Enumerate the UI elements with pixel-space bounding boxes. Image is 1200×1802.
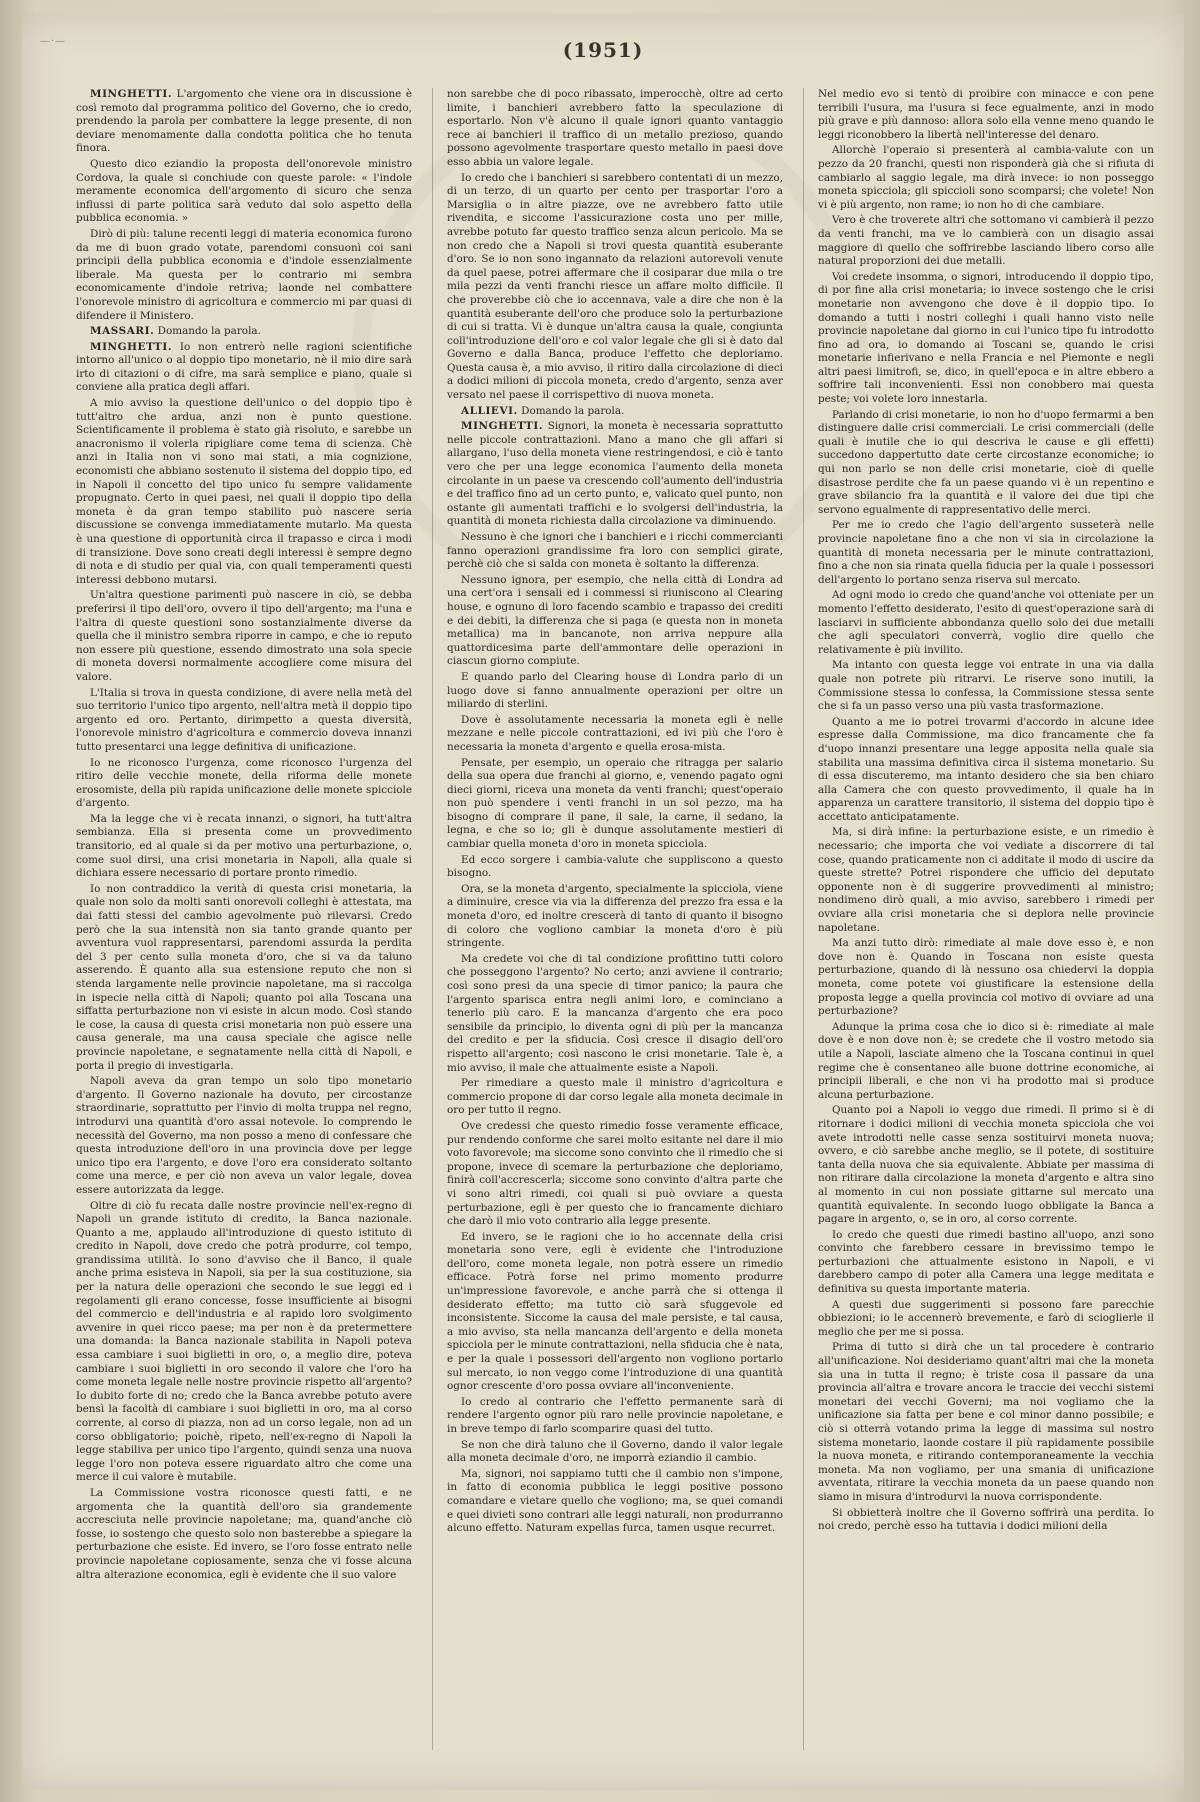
paragraph-text: Napoli aveva da gran tempo un solo tipo monetario d'argento. Il Governo nazionale ha dovuto, per circostanze straordinarie, soprattutto per l'invio di molta truppa nel regno, introdurvi una quantità d'oro assai notevole. Io comprendo le necessità del Governo, ma non posso a meno di confessare che questa introduzione dell'oro in una provincia dove per legge unico tipo era l'argento, e dove l'oro era considerato soltanto come una merce, e per ciò non aveva un valor legale, dovea essere autorizzata da legge. — [76, 1075, 412, 1196]
paragraph-text: Nessuno ignora, per esempio, che nella città di Londra ad una cert'ora i sensali ed i commessi si riuniscono al Clearing house, e ognuno di loro facendo scambio e trapasso dei crediti e dei debiti, la differenza che si paga (e questa non in moneta metallica) ma in bancanote, non arriva neppure alla quattordicesima parte dell'ammontare delle operazioni in ciascun giorno compiute. — [447, 573, 783, 668]
paragraph — [447, 953, 783, 1075]
paragraph — [76, 1200, 412, 1485]
paragraph — [447, 531, 783, 572]
paragraph-text: Signori, la moneta è necessaria soprattutto nelle piccole contrattazioni. Mano a mano che gli affari si allargano, l'uso della moneta viene restringendosi, e ciò è tanto vero che per una legge economica l'aumento della moneta circolante in un paese va crescendo coll'aumento dell'industria e del traffico fino ad un certo punto, e, valicato quel punto, non ostante gli aumentati traffichi e lo svolgersi dell'industria, la quantità di moneta richiesta dalla circolazione va diminuendo. — [447, 420, 783, 528]
paragraph-text: Ed ecco sorgere i cambia-valute che suppliscono a questo bisogno. — [447, 853, 783, 880]
paragraph — [818, 1341, 1154, 1504]
paragraph-text: E quando parlo del Clearing house di Londra parlo di un luogo dove si fanno annualmente operazioni per oltre un miliardo di sterlini. — [447, 670, 783, 711]
paragraph — [76, 813, 412, 881]
paragraph-text: Pensate, per esempio, un operaio che ritragga per salario della sua opera due franchi al giorno, e, venendo pagato ogni dieci giorni, riceva una moneta da venti franchi; quest'operaio non può spendere i venti franchi in un sol pezzo, ma ha bisogno di comprare il pane, il sale, la carne, il sedano, la legna, e che so io; gli è dunque assolutamente mestieri di cambiar quella moneta d'oro in moneta spicciola. — [447, 756, 783, 851]
paragraph-text: Ed invero, se le ragioni che io ho accennate della crisi monetaria sono vere, egli è evidente che l'introduzione dell'oro, come moneta legale, non potrà essere un rimedio efficace. Potrà forse nel primo momento produrre un'impressione favorevole, e anche parrà che si ottenga il desiderato effetto; ma tutto ciò sarà sfuggevole ed inconsistente. Siccome la causa del male persiste, e tal causa, a mio avviso, sta nella mancanza dell'argento e della moneta spicciola per le minute contrattazioni, nella sfiducia che è nata, e per la quale i possessori dell'argento non vogliono portarlo sul mercato, io non veggo come l'introduzione di una quantità ognor crescente d'oro possa ovviare all'inconveniente. — [447, 1230, 783, 1393]
paragraph-text: Vero è che troverete altri che sottomano vi cambierà il pezzo da venti franchi, ma ve lo cambierà con un disagio assai maggiore di quello che soffrirebbe lasciando libero corso alle natural proporzioni dei due metalli. — [818, 214, 1154, 268]
paragraph-text: Questo dico eziandio la proposta dell'onorevole ministro Cordova, la quale si conchiude con queste parole: « l'indole meramente economica dell'argomento di sicuro che senza influssi di parte politica sarà veduto dal solo aspetto della pubblica economia. » — [76, 157, 412, 225]
paragraph — [447, 1439, 783, 1466]
paragraph — [76, 228, 412, 323]
paragraph — [818, 589, 1154, 657]
paragraph — [447, 405, 783, 419]
paragraph — [447, 1120, 783, 1229]
column-1 — [76, 88, 412, 1750]
paragraph-text: Parlando di crisi monetarie, io non ho d'uopo fermarmi a ben distinguere dalle crisi commerciali. Le crisi commerciali (delle quali è inutile che io qui descriva le cause e gli effetti) succedono dappertutto date certe circostanze economiche; io qui non parlo se non delle crisi monetarie, cioè di quelle disastrose perdite che fa un paese quando vi è un repentino e grave sbilancio fra la quantità e il valore dei due tipi che servono egualmente di rappresentativo delle merci. — [818, 408, 1154, 516]
paragraph-text: Per me io credo che l'agio dell'argento susseterà nelle provincie napoletane fino a che non vi sia in circolazione la quantità di moneta necessaria per le minute contrattazioni, fino a che non sia rinata quella fiducia per la quale i possessori dell'argento lo portano senza riserva sul mercato. — [818, 519, 1154, 586]
paragraph-text: Ora, se la moneta d'argento, specialmente la spicciola, viene a diminuire, cresce via via la differenza del prezzo fra essa e la moneta d'oro, ed inoltre crescerà di tanto di quanto il bisogno di coloro che vogliono cambiar la moneta d'oro è più stringente. — [447, 882, 783, 950]
paragraph-text: Ma intanto con questa legge voi entrate in una via dalla quale non potrete più ritrarvi. Le riserve sono inutili, la Commissione stessa lo confessa, la Commissione stessa sente che si fa un passo verso una più vasta trasformazione. — [818, 659, 1154, 713]
paragraph-text: Io non entrerò nelle ragioni scientifiche intorno all'unico o al doppio tipo monetario, nè il mio dire sarà irto di citazioni o di cifre, ma sarà semplice e piano, quale si conviene alla pratica degli affari. — [76, 340, 412, 394]
paragraph-text: La Commissione vostra riconosce questi fatti, e ne argomenta che la quantità dell'oro sia grandemente accresciuta nelle provincie napoletane; ma, quand'anche ciò fosse, io sostengo che questo solo non basterebbe a spiegare la perturbazione che esiste. Ed invero, se l'oro fosse entrato nelle provincie napoletane copiosamente, senza che vi fosse alcuna altra alterazione economica, egli è evidente che il suo valore — [76, 1486, 412, 1581]
column-3 — [803, 88, 1154, 1750]
paragraph — [447, 172, 783, 403]
paragraph-text: Si obbietterà inoltre che il Governo soffrirà una perdita. Io noi credo, perchè esso ha tuttavia i dodici milioni della — [818, 1506, 1154, 1533]
speaker-name: MINGHETTI. — [90, 88, 173, 100]
paragraph — [818, 519, 1154, 587]
paragraph-text: Ove credessi che questo rimedio fosse veramente efficace, pur rendendo conforme che sarei molto esitante nel dare il mio voto favorevole; ma siccome sono convinto che il rimedio che si propone, invece di scemare la perturbazione che deploriamo, finirà coll'accrescerla; siccome sono convinto d'altra parte che vi sono altri rimedi, coi quali si può ovviare a questa perturbazione, egli è per questo che io francamente dichiaro che darò il mio voto contrario alla legge presente. — [447, 1119, 783, 1228]
paragraph — [818, 1021, 1154, 1103]
paragraph — [818, 659, 1154, 713]
speaker-name: ALLIEVI. — [461, 404, 518, 417]
newspaper-page — [22, 14, 1184, 1790]
paragraph-text: Domando la parola. — [521, 404, 625, 417]
paragraph-text: L'Italia si trova in questa condizione, di avere nella metà del suo territorio l'unico tipo argento, nell'altra metà il doppio tipo argento ed oro. Pertanto, dirimpetto a questa diversità, l'onorevole ministro d'agricoltura e commercio doveva innanzi tutto presentarci una legge definitiva di unificazione. — [76, 686, 412, 753]
paragraph — [818, 826, 1154, 935]
paragraph-text: Quanto poi a Napoli io veggo due rimedi. Il primo si è di ritornare i dodici milioni di vecchia moneta spicciola che voi avete introdotti nelle casse senza sostituirvi moneta nuova; ovvero, e ciò sarebbe anche meglio, se il potete, di sostituire tanta della nuova che sia equivalente. Abbiate per massima di non ritirare dalla circolazione la moneta d'argento e altra sino al momento in cui non possiate gittarne sul mercato una quantità equivalente. In secondo luogo obbligate la Banca a pagare in argento, o, se in oro, al corso corrente. — [818, 1104, 1154, 1226]
paragraph — [447, 854, 783, 881]
paragraph-text: Nessuno è che ignori che i banchieri e i ricchi commercianti fanno operazioni grandissime fra loro con semplici girate, perchè ciò che si salda con moneta è soltanto la differenza. — [447, 531, 783, 571]
paragraph — [76, 1487, 412, 1582]
page-number: (1951) — [562, 38, 644, 62]
paragraph-text: Ma credete voi che di tal condizione profittino tutti coloro che posseggono l'argento? No certo; anzi avviene il contrario; così sono presi da una specie di timor panico; la paura che l'argento sparisca entra negli animi loro, e cominciano a tenerlo più caro. E la mancanza d'argento che era poco sensibile da principio, lo diventa ogni di più per la mancanza del credito e per la sfiducia. Così cresce il disagio dell'oro rispetto all'argento; così nascono le crisi monetarie. Tale è, a mio avviso, il male che attualmente esiste a Napoli. — [447, 952, 783, 1074]
paragraph-text: Ma la legge che vi è recata innanzi, o signori, ha tutt'altra sembianza. Ella si presenta come un provvedimento transitorio, ed al quale si da per motivo una perturbazione, o, come suol dirsi, una crisi monetaria in Napoli, alla quale si dichiara essere necessario di portare pronto rimedio. — [76, 812, 412, 880]
paragraph — [76, 589, 412, 684]
paragraph-text: Io credo che i banchieri si sarebbero contentati di un mezzo, di un terzo, di un quarto per cento per trasportar l'oro a Marsiglia o in altre piazze, ove ne avrebbero fatto utile rivendita, e siccome l'assicurazione costa uno per mille, avrebbe potuto far questo traffico senza alcun pericolo. Ma se non credo che a Napoli si trovi questa quantità esuberante d'oro. Se io non sono ingannato da relazioni autorevoli venute da quel paese, potrei affermare che il cosiparar due mila o tre mila pezzi da venti franchi riesce un affare molto difficile. Il che proverebbe ciò che io accennava, vale a dire che non è la quantità esuberante dell'oro che produce solo la perturbazione di cui si tratta. Vi è dunque un'altra causa la quale, congiunta coll'introduzione dell'oro e col valor legale che gli si è dato dal Governo e dalla Banca, produce l'effetto che deploriamo. Questa causa è, a mio avviso, il ritiro dalla circolazione di dieci a dodici milioni di piccola moneta, credo d'argento, senza aver versato nel paese il corrispettivo di nuova moneta. — [447, 171, 783, 402]
paragraph — [447, 1231, 783, 1394]
paragraph — [447, 420, 783, 529]
paragraph — [447, 714, 783, 755]
paragraph-text: L'argomento che viene ora in discussione è così remoto dal programma politico del Governo, che io credo, prendendo la parola per combattere la legge presente, di non deviare menomamente dalla condotta politica che ho tenuta finora. — [76, 88, 412, 155]
paragraph-text: A questi due suggerimenti si possono fare parecchie obbiezioni; io le accennerò brevemente, e farò di scioglierle il meglio che per me si possa. — [818, 1298, 1154, 1338]
paragraph-text: Io credo che questi due rimedi bastino all'uopo, anzi sono convinto che farebbero cessare in brevissimo tempo le perturbazioni che attualmente esistono in Napoli, e vi darebbero campo di poter alla Camera una legge meditata e definitiva su questa importante materia. — [818, 1228, 1154, 1296]
paragraph — [76, 757, 412, 811]
paragraph-text: Adunque la prima cosa che io dico si è: rimediate al male dove è e non dove non è; se credete che il vostro metodo sia utile a Napoli, lasciate almeno che la Toscana continui in quel regime che è consentaneo alle buone dottrine economiche, ai principii liberali, e che non vi ha prodotto mai si produce alcuna perturbazione. — [818, 1020, 1154, 1101]
paragraph-text: Domando la parola. — [157, 325, 261, 338]
paragraph — [818, 88, 1154, 142]
paragraph-text: Se non che dirà taluno che il Governo, dando il valor legale alla moneta decimale d'oro, ne imporrà eziandio il cambio. — [447, 1438, 783, 1465]
paragraph-text: Ma, si dirà infine: la perturbazione esiste, e un rimedio è necessario; che importa che voi vediate a discorrere di tal cose, quando praticamente non ci additate il modo di uscire da queste strette? Potrei rispondere che ufficio del deputato opponente non è di suggerire provvedimenti al ministro; nondimeno dirò quali, a mio avviso, sarebbero i rimedi per ovviare alla crisi monetaria che si deplora nelle provincie napoletane. — [818, 826, 1154, 934]
paragraph — [818, 716, 1154, 825]
paragraph — [818, 144, 1154, 212]
paragraph — [818, 214, 1154, 268]
paragraph-text: Oltre di ciò fu recata dalle nostre provincie nell'ex-regno di Napoli un grande istituto di credito, la Banca nazionale. Quanto a me, applaudo all'introduzione di questo istituto di credito in Napoli, dove credo che potrà produrre, col tempo, grandissima utilità. Io sono d'avviso che il Banco, il quale anche prima esisteva in Napoli, sia per la sua costituzione, sia per la natura delle operazioni che secondo le sue leggi ed i regolamenti gli erano concesse, fosse insufficiente ai bisogni del commercio e dell'industria e al rapido loro svolgimento avvenire in quei ricco paese; ma per non è da pretermettere una domanda: la Banca nazionale stabilita in Napoli poteva essa cambiare i suoi biglietti in oro, o, a meglio dire, poteva cambiare i suoi biglietti in oro secondo il valore che l'oro ha come moneta legale nelle nostre provincie rispetto all'argento? Io dubito forte di no; credo che la Banca avrebbe potuto avere bensì la facoltà di cambiare i suoi biglietti in oro, ma al corso corrente, al corso di piazza, non ad un corso legale, non ad un corso obbligatorio; poichè, ripeto, nell'ex-regno di Napoli la legge stabiliva per unico tipo l'argento, quindi senza una nuova legge l'oro non poteva essere riguardato altro che come una merce il cui valore è mutabile. — [76, 1199, 412, 1484]
paragraph — [818, 1104, 1154, 1226]
paragraph — [818, 937, 1154, 1019]
speaker-name: MINGHETTI. — [461, 420, 544, 433]
paragraph — [76, 88, 412, 156]
paragraph-text: Un'altra questione parimenti può nascere in ciò, se debba preferirsi il tipo dell'oro, ovvero il tipo dell'argento; ma l'una e l'altra di queste questioni sono sostanzialmente diverse da quella che il ministro sembra riporre in campo, e che io reputo non essere più questione, essendo dimostrato una sola specie di moneta doversi normalmente accogliere come misura del valore. — [76, 589, 412, 683]
paragraph — [818, 1299, 1154, 1340]
paragraph — [76, 687, 412, 755]
paragraph-text: Io non contraddico la verità di questa crisi monetaria, la quale non solo da molti santi onorevoli colleghi è attestata, ma dai fatti stessi del cambio agevolmente può rilevarsi. Credo però che la sua intensità non sia tanto grande quanto per avventura vuol rappresentarsi, parendomi assurda la perdita del 3 per cento sulla moneta d'oro, che si va da taluno asserendo. È quanto alla sua estensione reputo che non si stenda largamente nelle provincie napoletane, ma si raccolga in ispecie nella città di Napoli; quanto poi alla Toscana una siffatta perturbazione non vi esiste in alcun modo. Così stando le cose, la causa di questa crisi monetaria non può essere una causa generale, ma una causa speciale che agisce nelle provincie napoletane, e segnatamente nella città di Napoli, e porta il pregio di investigarla. — [76, 882, 412, 1072]
speaker-name: MINGHETTI. — [90, 340, 173, 353]
paragraph — [76, 325, 412, 339]
paragraph-text: non sarebbe che di poco ribassato, imperocchè, oltre ad certo limite, i banchieri avrebbero fatto la speculazione di esportarlo. Non v'è alcuno il quale ignori quanto vantaggio rece ai banchieri il traffico di un metallo prezioso, quando possono agevolmente trasportare questo metallo in paesi dove esso abbia un valore legale. — [447, 88, 783, 168]
paragraph-text: Io credo al contrario che l'effetto permanente sarà di rendere l'argento ognor più raro nelle provincie napoletane, e in breve tempo di farlo scomparire quasi del tutto. — [447, 1395, 783, 1435]
edge-mark: —·— — [40, 36, 67, 47]
paragraph — [447, 88, 783, 170]
paragraph — [818, 1229, 1154, 1297]
speaker-name: MASSARI. — [90, 325, 155, 338]
paragraph — [447, 1396, 783, 1437]
paragraph-text: Per rimediare a questo male il ministro d'agricoltura e commercio propone di dar corso legale alla moneta decimale in oro per tutto il regno. — [447, 1077, 783, 1117]
paragraph-text: Quanto a me io potrei trovarmi d'accordo in alcune idee espresse dalla Commissione, ma dico francamente che fa d'uopo innanzi presentare una legge apposita nella quale sia stabilita una massima definitiva circa il sistema monetario. Su di essa discuteremo, ma intanto desidero che sia ben chiaro alla Camera che con questo provvedimento, il quale ha in apparenza un carattere transitorio, il sistema del doppio tipo è accettato anticipatamente. — [818, 715, 1154, 823]
paragraph-text: Nel medio evo si tentò di proibire con minacce e con pene terribili l'usura, ma l'usura si fece egualmente, anzi in modo più grave e più dannoso: allora solo ella venne meno quando le leggi riconobbero la libertà nell'interesse del denaro. — [818, 88, 1154, 141]
paragraph-text: A mio avviso la questione dell'unico o del doppio tipo è tutt'altro che ardua, anzi non è punto questione. Scientificamente il problema è stato già risoluto, e sarebbe un anacronismo il volerla ripigliare come tema di scienza. Chè anzi in Italia non vi sono mai stati, a mia cognizione, economisti che abbiano sostenuto il sistema del doppio tipo, ed in Napoli il concetto del tipo unico fu sempre validamente propugnato. Certo in quei paesi, nei quali il doppio tipo della moneta è da gran tempo stabilito può nascere seria discussione se convenga immediatamente mutarlo. Ma questa è una questione di opportunità circa il trapasso e circa i modi di transizione. Dove sono creati degli interessi è sempre degno di nota e di studio per qual via, con quali temperamenti questi interessi debbono mutarsi. — [76, 397, 412, 586]
paragraph — [447, 757, 783, 852]
paragraph-text: Voi credete insomma, o signori, introducendo il doppio tipo, di por fine alla crisi monetaria; io invece sostengo che le crisi monetarie non avvengono che dove è il doppio tipo. Io domando a tutti i nostri colleghi i quali hanno visto nelle provincie napoletane dal giorno in cui l'unico tipo fu introdotto fino ad ora, io domando ai Toscani se, quando le crisi monetarie infierivano e nella Francia e nel Piemonte e negli altri paesi limitrofi, se, dico, in quell'epoca e in altre ebbero a soffrire tali inconvenienti. Essi non conobbero mai questa peste; voi volete loro innestarla. — [818, 270, 1154, 406]
paragraph-text: Dirò di più: talune recenti leggi di materia economica furono da me di buon grado votate, parendomi consuonì coi sani principii della pubblica economia e d'indole essenzialmente liberale. Ma questa per lo contrario mi sembra economicamente d'indole retriva; laonde nel combattere l'onorevole ministro di agricoltura e commercio mi par quasi di difendere il Ministero. — [76, 227, 412, 322]
paragraph-text: Dove è assolutamente necessaria la moneta egli è nelle mezzane e nelle piccole contrattazioni, ed ivi più che l'oro è necessaria la moneta d'argento e quella erosa-mista. — [447, 713, 783, 753]
column-2 — [432, 88, 783, 1750]
paragraph — [447, 1077, 783, 1118]
paragraph — [76, 158, 412, 226]
paragraph — [76, 341, 412, 395]
paragraph-text: Ma, signori, noi sappiamo tutti che il cambio non s'impone, in fatto di economia pubblica le leggi positive possono comandare e vietare quello che vogliono; ma, se quei comandi e quei divieti sono contrari alle leggi naturali, non produrranno alcuno effetto. Naturam expellas furca, tamen usque recurret. — [447, 1467, 783, 1535]
paragraph-text: Ma anzi tutto dirò: rimediate al male dove esso è, e non dove non è. Quando in Toscana non esiste questa perturbazione, quando di là nessuno osa chiedervi la doppia moneta, come potete voi giustificare la estensione della proposta legge a quella provincia col motivo di ovviare ad una perturbazione? — [818, 937, 1154, 1018]
paragraph-text: Allorchè l'operaio si presenterà al cambia-valute con un pezzo da 20 franchi, questi non risponderà già che si rifiuta di cambiarlo al saggio legale, ma dirà invece: io non posseggo moneta spicciola; gli spiccioli sono scomparsi; che volete! Non vi è più argento, non rame; io non ho di che cambiare. — [818, 144, 1154, 211]
paragraph — [447, 574, 783, 669]
paragraph — [76, 397, 412, 587]
paragraph — [447, 883, 783, 951]
paragraph — [76, 1075, 412, 1197]
paragraph-text: Io ne riconosco l'urgenza, come riconosco l'urgenza del ritiro delle vecchie monete, della riforma delle monete erosomiste, della più rapida unificazione delle monete spicciole d'argento. — [76, 756, 412, 810]
paragraph — [447, 1468, 783, 1536]
paragraph — [818, 1507, 1154, 1534]
paragraph — [76, 883, 412, 1073]
paragraph-text: Ad ogni modo io credo che quand'anche voi otteniate per un momento l'effetto desiderato, l'esito di quest'operazione sarà di lasciarvi in sufficiente abbondanza quello solo dei due metalli che agli speculatori converrà, voglio dire quello che relativamente è più invilito. — [818, 589, 1154, 656]
paragraph — [818, 409, 1154, 518]
paragraph — [818, 271, 1154, 407]
paragraph-text: Prima di tutto si dirà che un tal procedere è contrario all'unificazione. Noi desideriamo quant'altri mai che la moneta sia una in tutta il regno; è triste cosa il passare da una provincia all'altra e trovare ancora le traccie dei vecchi sistemi monetari dei vecchi Governi; ma noi vogliamo che la unificazione sia fatta per bene e col minor danno possibile; e ciò si otterrà votando prima la legge di massima sul nostro sistema monetario, laonde costare il più rapidamente possibile la nuova moneta, e ritirando contemporaneamente la vecchia moneta. Ma non vogliamo, per una smania di unificazione avventata, ritirare la vecchia moneta da un paese quando non siamo in misura d'introdurvi la nuova corrispondente. — [818, 1341, 1154, 1503]
text-columns — [76, 88, 1154, 1750]
paragraph — [447, 671, 783, 712]
